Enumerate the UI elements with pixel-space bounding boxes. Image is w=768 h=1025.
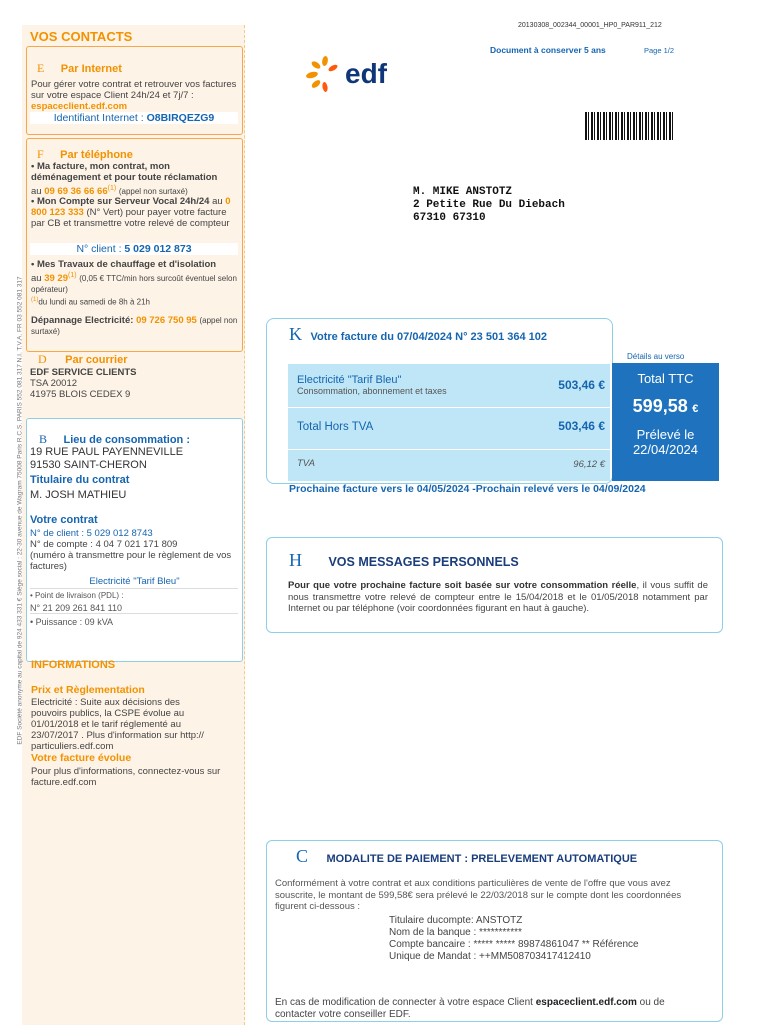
debit-label: Prélevé le xyxy=(636,427,695,442)
details-link[interactable]: Détails au verso xyxy=(627,352,685,361)
phone-number[interactable]: 09 69 36 66 66 xyxy=(44,186,108,198)
delivery-point: • Point de livraison (PDL) : N° 21 209 261 841 110 xyxy=(30,591,124,613)
internet-text: Pour gérer votre contrat et retrouver vos factures sur votre espace Client 24h/24 et 7j/7 : espaceclient.edf.com xyxy=(31,79,237,112)
electricity-amount: 503,46 € xyxy=(558,378,605,392)
phone-line-3: • Mes Travaux de chauffage et d'isolation au 39 29$^{(1)}$ (0,05 € TTC/min hors surcoût éventuel selon opérateur) $^{(1)}$du lundi au samedi de 8h à 21h xyxy=(31,259,237,307)
internet-identifier: Identifiant Internet : O8BIRQEZG9 xyxy=(30,112,238,124)
page-number: Page 1/2 xyxy=(644,46,675,55)
phone-line-2: • Mon Compte sur Serveur Vocal 24h/24 au 0 800 123 333 (N° Vert) pour payer votre facture par CB et transmettre votre relevé de compteur xyxy=(31,196,231,229)
document-reference: 20130308_002344_00001_HP0_PAR911_212 xyxy=(518,22,662,29)
vat-amount: 96,12 € xyxy=(573,459,605,470)
phone-title: Par téléphone xyxy=(60,149,133,161)
section-letter: C xyxy=(296,846,309,866)
divider xyxy=(30,613,238,614)
informations-title: INFORMATIONS xyxy=(31,659,116,671)
holder-title: Titulaire du contrat xyxy=(30,474,130,486)
total-ht-label: Total Hors TVA xyxy=(297,421,374,433)
edf-logo-text: edf xyxy=(345,58,387,89)
divider xyxy=(30,588,238,589)
mail-address: EDF SERVICE CLIENTS TSA 20012 41975 BLOIS CEDEX 9 xyxy=(30,367,137,400)
consumption-address: 19 RUE PAUL PAYENNEVILLE 91530 SAINT-CHERON xyxy=(30,446,184,471)
consumption-box: B Lieu de consommation : 19 RUE PAUL PAYENNEVILLE 91530 SAINT-CHERON Titulaire du contrat M. JOSH MATHIEU Votre contrat N° de client : 5 029 012 8743 N° de compte : 4 04 7 021 171 809 (numéro à transmettre pour le règlement de vos factures) Electricité "Tarif Bleu" • Point de livraison (PDL) : N° 21 209 261 841 110 • Puissance : 09 kVA xyxy=(26,418,243,662)
internet-contact-box xyxy=(26,46,243,135)
espace-client-link[interactable]: espaceclient.edf.com xyxy=(31,101,128,112)
emergency-line: Dépannage Electricité: 09 726 750 95 (appel non surtaxé) xyxy=(31,315,238,336)
messages-text: Pour que votre prochaine facture soit basée sur votre consommation réelle, il vous suffit de nous transmettre votre relevé de compteur entre le 15/04/2018 et le 01/05/2018 notamment par Internet ou par téléphone (voir coordonnées figurant en haut à gauche). xyxy=(288,580,708,614)
next-invoice-note: Prochaine facture vers le 04/05/2024 -Prochain relevé vers le 04/09/2024 xyxy=(289,483,646,495)
recipient-address: M. MIKE ANSTOTZ 2 Petite Rue Du Diebach 67310 67310 xyxy=(413,186,565,224)
invoice-heading: K Votre facture du 07/04/2024 N° 23 501 364 102 xyxy=(289,324,548,344)
divider xyxy=(288,449,610,450)
pricing-title: Prix et Règlementation xyxy=(31,684,145,696)
edf-logo-icon xyxy=(303,55,343,93)
payment-intro: Conformément à votre contrat et aux conditions particulières de vente de l'offre que vous avez souscrite, le montant de 599,58€ sera prélevé le 22/03/2018 sur le compte dont les coordonnées figurent ci-dessous : xyxy=(275,878,682,912)
phone-client-number: N° client : 5 029 012 873 xyxy=(30,243,238,255)
phone-contact-box xyxy=(26,138,243,352)
invoice-evolution-text: Pour plus d'informations, connectez-vous sur facture.edf.com xyxy=(31,766,221,788)
divider xyxy=(288,407,610,408)
payment-heading: C MODALITE DE PAIEMENT : PRELEVEMENT AUTOMATIQUE xyxy=(296,846,638,866)
section-letter: E xyxy=(37,61,45,75)
keep-document-note: Document à conserver 5 ans xyxy=(490,45,606,55)
phone-number[interactable]: 0 800 123 333 xyxy=(31,196,231,218)
datamatrix-barcode xyxy=(585,112,675,140)
total-ht-amount: 503,46 € xyxy=(558,419,605,433)
section-letter: F xyxy=(37,147,44,161)
phone-number[interactable]: 39 29 xyxy=(44,273,68,285)
invoice-evolution-title: Votre facture évolue xyxy=(31,752,132,764)
phone-line-1: • Ma facture, mon contrat, mon déménagement et pour toute réclamation au 09 69 36 66 66$^{(1)}$ (appel non surtaxé) xyxy=(31,161,218,198)
total-ttc-panel xyxy=(612,363,719,481)
vat-label: TVA xyxy=(297,458,315,469)
section-letter: K xyxy=(289,324,302,344)
section-letter: B xyxy=(39,432,48,446)
mail-heading: D Par courrier xyxy=(38,352,128,366)
phone-number[interactable]: 09 726 750 95 xyxy=(136,315,197,326)
payment-footer: En cas de modification de connecter à votre espace Client espaceclient.edf.com ou de contacter votre conseiller EDF. xyxy=(275,997,665,1020)
holder-name: M. JOSH MATHIEU xyxy=(30,489,127,501)
total-ttc-label: Total TTC xyxy=(637,371,694,386)
section-letter: D xyxy=(38,352,47,366)
power-value: • Puissance : 09 kVA xyxy=(30,617,114,627)
offer-name: Electricité "Tarif Bleu" xyxy=(89,576,180,587)
internet-title: Par Internet xyxy=(60,63,122,75)
pricing-text: Electricité : Suite aux décisions des pouvoirs publics, la CSPE évolue au 01/01/2018 et le tarif réglementé au 23/07/2017 . Plus d'information sur http:// particuliers.edf.com xyxy=(31,697,204,752)
contract-details: N° de client : 5 029 012 8743 N° de compte : 4 04 7 021 171 809 (numéro à transmettre pour le règlement de vos factures) xyxy=(30,528,232,572)
payment-account-details: Titulaire ducompte: ANSTOTZ Nom de la banque : *********** Compte bancaire : ***** ***** 89874861047 ** Référence Unique de Mandat : ++MM508703417412410 xyxy=(389,915,639,962)
messages-heading: H VOS MESSAGES PERSONNELS xyxy=(289,550,519,570)
contacts-title: VOS CONTACTS xyxy=(30,29,133,44)
invoice-row-electricity: Electricité "Tarif Bleu" Consommation, abonnement et taxes xyxy=(297,374,447,396)
total-ttc-amount: 599,58 € xyxy=(632,396,699,416)
debit-date: 22/04/2024 xyxy=(632,442,699,457)
espace-client-link[interactable]: espaceclient.edf.com xyxy=(535,997,637,1008)
section-letter: H xyxy=(289,550,302,570)
contract-title: Votre contrat xyxy=(30,514,98,526)
legal-vertical-text: EDF Société anonyme au capital de 924 433 331 € Siège social : 22-30 avenue de Wagram 75008 Paris R.C.S. PARIS 552 081 317 N.I. T.V.A. FR 03 552 081 317 xyxy=(16,276,24,745)
